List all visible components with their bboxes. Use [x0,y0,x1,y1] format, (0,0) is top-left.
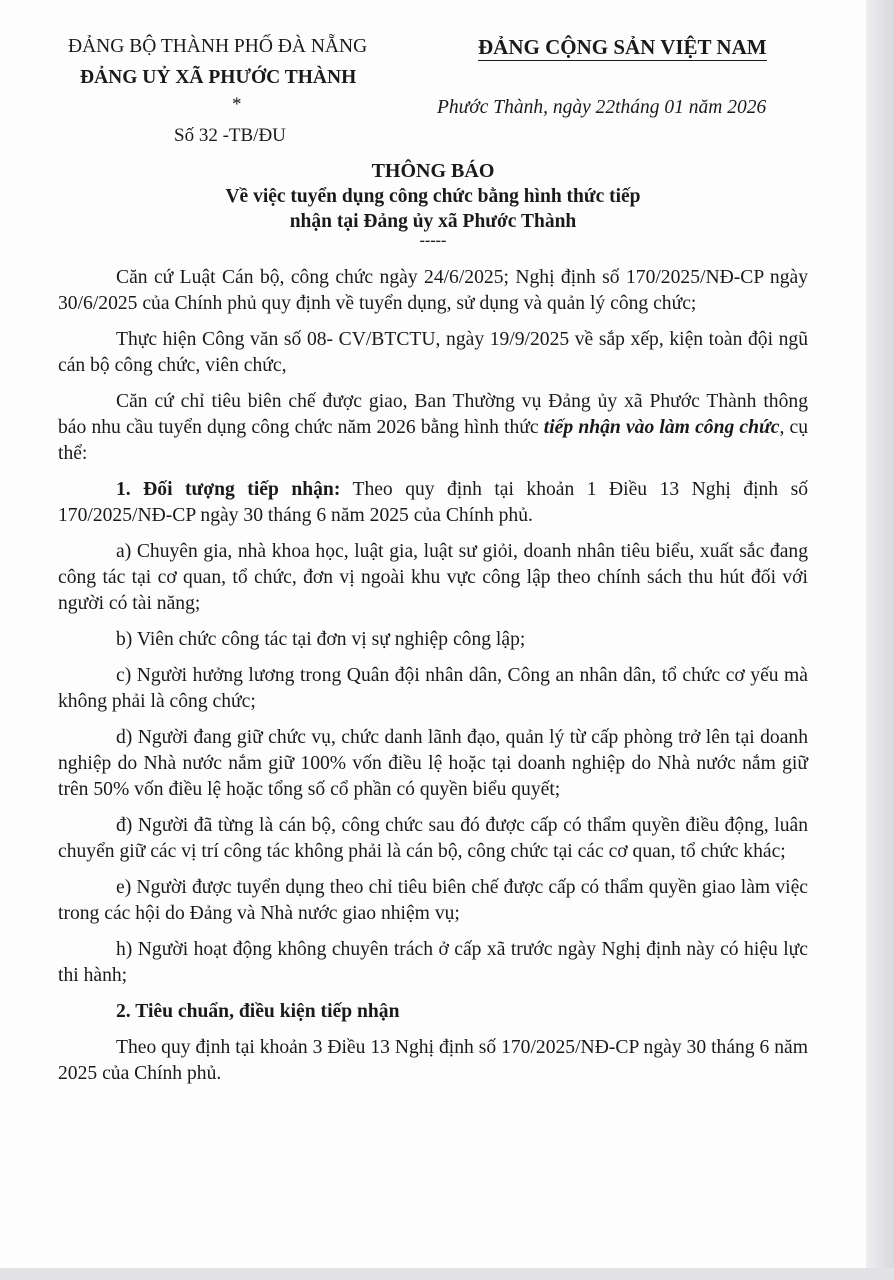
scan-edge-bottom [0,1268,894,1280]
list-item-a: a) Chuyên gia, nhà khoa học, luật gia, luật sư giỏi, doanh nhân tiêu biểu, xuất sắc đang công tác tại cơ quan, tổ chức, đơn vị ngoài khu vực công lập theo chính sách thu hút đối với người có tài năng; [58,541,808,614]
doc-type-title: THÔNG BÁO [371,160,495,182]
doc-subject-line-2: nhận tại Đảng ủy xã Phước Thành [289,211,577,232]
announcement-emphasis: tiếp nhận vào làm công chức [543,417,780,438]
doc-number: Số 32 -TB/ĐU [174,125,286,146]
paragraph-legal-basis: Căn cứ Luật Cán bộ, công chức ngày 24/6/2025; Nghị định số 170/2025/NĐ-CP ngày 30/6/2025 của Chính phủ quy định về tuyển dụng, sử dụng và quản lý công chức; [58,267,808,314]
org-parent: ĐẢNG BỘ THÀNH PHỐ ĐÀ NẴNG [68,36,368,57]
scan-edge-right [866,0,894,1280]
list-item-dd: đ) Người đã từng là cán bộ, công chức sau đó được cấp có thẩm quyền điều động, luân chuyển giữ các vị trí công tác không phải là cán bộ, công chức tại các cơ quan, tổ chức khác; [58,815,808,862]
announcement-suffix: , cụ thể: [58,417,809,464]
section-1-text: Theo quy định tại khoản 1 Điều 13 Nghị định số 170/2025/NĐ-CP ngày 30 tháng 6 năm 2025 của Chính phủ. [58,479,808,526]
title-divider: ----- [419,232,447,249]
announcement-text: Căn cứ chỉ tiêu biên chế được giao, Ban Thường vụ Đảng ủy xã Phước Thành thông báo nhu cầu tuyển dụng công chức năm 2026 bằng hình thức [58,391,808,438]
list-item-e: e) Người được tuyển dụng theo chỉ tiêu biên chế được cấp có thẩm quyền giao làm việc trong các hội do Đảng và Nhà nước giao nhiệm vụ; [58,877,808,924]
party-name: ĐẢNG CỘNG SẢN VIỆT NAM [478,35,767,59]
list-item-h: h) Người hoạt động không chuyên trách ở cấp xã trước ngày Nghị định này có hiệu lực thi hành; [58,939,808,986]
section-1-heading: 1. Đối tượng tiếp nhận: [116,479,341,500]
paragraph-implementation: Thực hiện Công văn số 08- CV/BTCTU, ngày 19/9/2025 về sắp xếp, kiện toàn đội ngũ cán bộ công chức, viên chức, [58,329,808,376]
list-item-b: b) Viên chức công tác tại đơn vị sự nghiệp công lập; [116,629,526,650]
org-name: ĐẢNG UỶ XÃ PHƯỚC THÀNH [80,67,357,88]
org-star: * [232,94,242,115]
document-body [58,265,808,1087]
section-2-text: Theo quy định tại khoản 3 Điều 13 Nghị định số 170/2025/NĐ-CP ngày 30 tháng 6 năm 2025 của Chính phủ. [58,1037,808,1084]
place-date: Phước Thành, ngày 22tháng 01 năm 2026 [437,97,767,118]
list-item-d: d) Người đang giữ chức vụ, chức danh lãnh đạo, quản lý từ cấp phòng trở lên tại doanh nghiệp do Nhà nước nắm giữ 100% vốn điều lệ hoặc tại doanh nghiệp do Nhà nước nắm giữ trên 50% vốn điều lệ hoặc tổng số cổ phần có quyền biểu quyết; [58,727,808,800]
section-1 [58,477,808,529]
section-2-heading: 2. Tiêu chuẩn, điều kiện tiếp nhận [116,1001,400,1022]
doc-subject-line-1: Về việc tuyển dụng công chức bằng hình thức tiếp [225,186,641,207]
paragraph-announcement [58,389,808,467]
list-item-c: c) Người hưởng lương trong Quân đội nhân dân, Công an nhân dân, tổ chức cơ yếu mà không phải là công chức; [58,665,808,712]
